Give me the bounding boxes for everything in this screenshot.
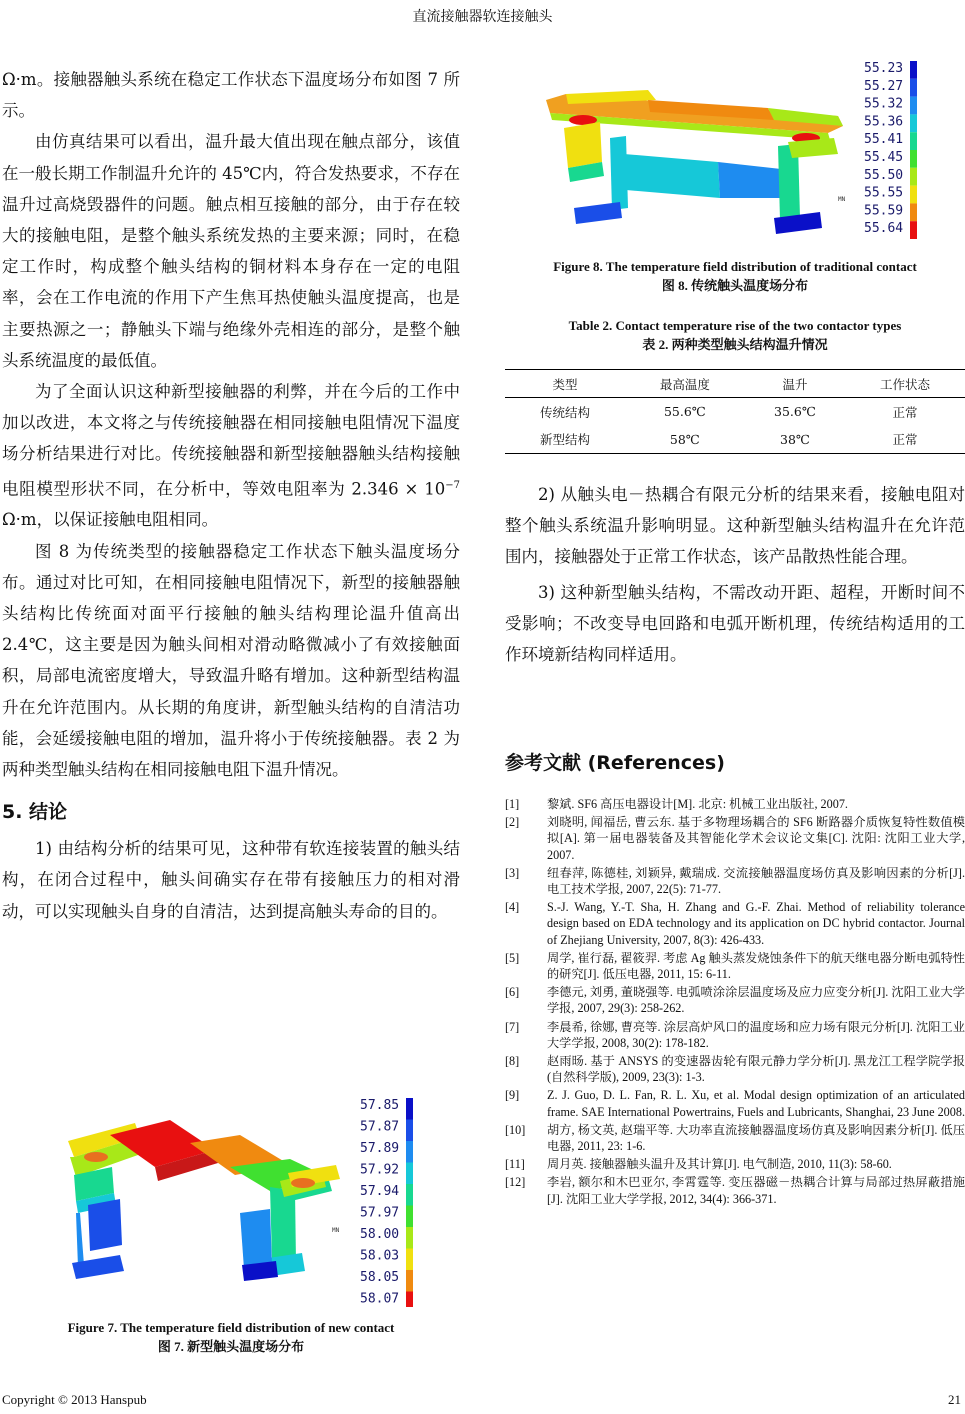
table-cell: 38℃ [780, 431, 810, 447]
reference-number: [3] [505, 865, 520, 880]
scale-swatch [910, 61, 917, 79]
contact-model [68, 1120, 340, 1281]
paragraph-figure8-discussion: 图 8 为传统类型的接触器稳定工作状态下触头温度场分布。通过对比可知，在相同接触电阻情况下，新型的接触器触头结构比传统面对面平行接触的触头结构理论温升值高出 2.4℃，这主要是因为触头间相对滑动略微减小了有效接触面积，局部电流密度增大，导致温升略有增加。这种新型结构温升在允许范围内。从长期的角度讲，新型触头结构的自清洁功能，会延缓接触电阻的增加，温升将小于传统接触器。表 2 为两种类型触头结构在相同接触电阻下温升情况。 [2, 541, 460, 779]
scale-label: 58.03 [360, 1248, 400, 1264]
table-cell: 55.6℃ [663, 404, 706, 420]
table-cell: 传统结构 [539, 404, 590, 420]
figure-8-caption-cn: 图 8. 传统触头温度场分布 [661, 278, 809, 293]
scale-swatch [910, 186, 917, 204]
scale-swatch [910, 203, 917, 221]
comparison-text: 为了全面认识这种新型接触器的利弊，并在今后的工作中加以改进，本文将之与传统接触器在相同接触电阻情况下温度场分析结果进行对比。传统接触器和新型接触器触头结构接触电阻模型形状不同，在分析中，等效电阻率为 2.346 × 10 [2, 382, 460, 499]
scale-label: 55.41 [864, 132, 904, 148]
scale-swatch [910, 132, 917, 150]
scale-swatch [406, 1120, 413, 1142]
figure-7-new-contact-temperature-field [40, 1095, 420, 1307]
scale-label: 57.92 [360, 1162, 400, 1178]
table-cell: 正常 [892, 432, 918, 448]
fig8-marker: MN [838, 196, 846, 203]
scale-swatch [406, 1249, 413, 1271]
reference-text: 李岩, 额尔和木巴亚尔, 李霄霆等. 变压器磁－热耦合计算与局部过热屏蔽措施[J]. 沈阳工业大学学报, 2012, 34(4): 366-371. [547, 1175, 965, 1206]
reference-number: [1] [505, 797, 520, 811]
reference-number: [4] [505, 900, 520, 915]
running-header: 直流接触器软连接触头 [412, 9, 553, 25]
scale-label: 55.36 [864, 114, 904, 130]
section-heading-conclusion: 5. 结论 [2, 801, 68, 824]
reference-number: [7] [505, 1019, 520, 1034]
references-list [505, 796, 965, 1209]
reference-text: 周月英. 接触器触头温升及其计算[J]. 电气制造, 2010, 11(3): 58-60. [547, 1157, 892, 1172]
contact-model [546, 90, 843, 234]
reference-item [505, 984, 965, 1016]
figure8-color-scale [864, 61, 917, 239]
scale-swatch [406, 1098, 413, 1120]
reference-item [505, 1156, 965, 1172]
conclusion-item-2: 2) 从触头电－热耦合有限元分析的结果来看，接触电阻对整个触头系统温升影响明显。这种新型触头结构温升在允许范围内，接触器处于正常工作状态，该产品散热性能合理。 [505, 485, 965, 567]
scale-label: 58.07 [360, 1291, 400, 1307]
scale-label: 57.97 [360, 1205, 400, 1221]
scale-swatch [910, 97, 917, 115]
reference-item [505, 1053, 965, 1085]
scale-label: 55.32 [864, 96, 904, 112]
scale-swatch [406, 1141, 413, 1163]
paragraph-intro: Ω·m。接触器触头系统在稳定工作状态下温度场分布如图 7 所示。 [2, 70, 460, 121]
reference-text: 李德元, 刘勇, 董晓强等. 电弧喷涂涂层温度场及应力应变分析[J]. 沈阳工业大学学报, 2007, 29(3): 258-262. [547, 985, 965, 1016]
table-header-cell: 最高温度 [659, 376, 710, 392]
table-row [505, 398, 965, 426]
reference-text: Z. J. Guo, D. L. Fan, R. L. Xu, et al. Modal design optimization of an articulated frame. SAE International Powertrains, Fuels and Lubricants, Shanghai, 23 June 2008. [547, 1088, 965, 1119]
table-header-row [505, 370, 965, 398]
reference-text: 周学, 崔行磊, 翟筱羿. 考虑 Ag 触头蒸发烧蚀条件下的航天继电器分断电弧特性的研究[J]. 低压电器, 2011, 15: 6-11. [547, 950, 965, 982]
table-cell: 58℃ [669, 431, 700, 447]
table-header-cell: 工作状态 [880, 376, 931, 392]
scale-label: 57.89 [360, 1141, 400, 1156]
right-column-text [505, 479, 965, 670]
scale-swatch [910, 168, 917, 186]
page-number: 21 [948, 1392, 961, 1407]
reference-text: 胡方, 杨文英, 赵瑞平等. 大功率直流接触器温度场仿真及影响因素分析[J]. 低压电器, 2011, 23: 1-6. [547, 1122, 965, 1154]
scale-label: 55.50 [864, 167, 904, 183]
scale-swatch [406, 1270, 413, 1292]
scale-label: 57.87 [360, 1119, 400, 1135]
reference-number: [9] [505, 1088, 520, 1103]
fig7-marker: MN [332, 1227, 340, 1234]
reference-item [505, 796, 965, 812]
left-column [2, 64, 460, 927]
scale-label: 58.00 [360, 1227, 400, 1242]
table-header-cell: 温升 [782, 376, 808, 392]
reference-item [505, 814, 965, 863]
reference-item [505, 1174, 965, 1206]
conclusion-item-3: 3) 这种新型触头结构，不需改动开距、超程，开断时间不受影响；不改变导电回路和电弧开断机理，传统结构适用的工作环境新结构同样适用。 [505, 582, 965, 665]
reference-text: 纽春萍, 陈德桂, 刘颖异, 戴瑞成. 交流接触器温度场仿真及影响因素的分析[J]. 电工技术学报, 2007, 22(5): 71-77. [547, 865, 965, 897]
figure-8-traditional-contact-temperature-field [538, 58, 920, 248]
copyright-notice: Copyright © 2013 Hanspub [2, 1392, 147, 1407]
reference-item [505, 865, 965, 897]
scale-label: 55.64 [864, 221, 904, 237]
table-row [505, 426, 965, 454]
reference-number: [2] [505, 815, 520, 830]
paragraph-comparison [2, 376, 460, 536]
scale-label: 57.85 [360, 1098, 400, 1113]
references-heading: 参考文献 (References) [505, 752, 725, 774]
exponent: −7 [445, 479, 460, 491]
reference-text: 李晨希, 徐娜, 曹亮等. 涂层高炉风口的温度场和应力场有限元分析[J]. 沈阳工业大学学报, 2008, 30(2): 178-182. [547, 1019, 965, 1050]
scale-label: 55.59 [864, 203, 904, 219]
table-cell: 35.6℃ [774, 404, 816, 420]
reference-text: 黎斌. SF6 高压电器设计[M]. 北京: 机械工业出版社, 2007. [547, 797, 848, 811]
reference-number: [6] [505, 985, 520, 1000]
reference-item [505, 950, 965, 982]
table-header-cell: 类型 [552, 376, 578, 392]
reference-text: 赵雨旸. 基于 ANSYS 的变速器齿轮有限元静力学分析[J]. 黑龙江工程学院学报(自然科学版), 2009, 23(3): 1-3. [547, 1054, 965, 1085]
reference-number: [5] [505, 950, 520, 965]
reference-number: [11] [505, 1157, 525, 1172]
reference-text: S.-J. Wang, Y.-T. Sha, H. Zhang and G.-F. Zhai. Method of reliability tolerance design based on EDA technology and its application on DC hybrid contactor. Journal of Zhejiang University, 2007, 8(3): 426-433. [547, 900, 965, 947]
paragraph-simulation-results: 由仿真结果可以看出，温升最大值出现在触点部分，该值在一般长期工作制温升允许的 45℃内，符合发热要求，不存在温升过高烧毁器件的问题。触点相互接触的部分，由于存在较大的接触电阻，是整个触头系统发热的主要来源；同时，在稳定工作时，构成整个触头结构的铜材料本身存在一定的电阻率，会在工作电流的作用下产生焦耳热使触头温度提高，也是主要热源之一；静触头下端与绝缘外壳相连的部分，是整个触头系统温度的最低值。 [2, 132, 460, 370]
reference-text: 刘晓明, 闻福岳, 曹云东. 基于多物理场耦合的 SF6 断路器介质恢复特性数值模拟[A]. 第一届电器装备及其智能化学术会议论文集[C]. 沈阳: 沈阳工业大学, 2007. [547, 815, 965, 862]
scale-swatch [406, 1206, 413, 1228]
table-2-temperature-rise [505, 369, 965, 454]
scale-swatch [910, 221, 917, 239]
scale-swatch [406, 1163, 413, 1185]
table-2-caption [505, 316, 965, 354]
figure-8-caption-en: Figure 8. The temperature field distribution of traditional contact [553, 259, 917, 274]
conclusion-item-1: 1) 由结构分析的结果可见，这种带有软连接装置的触头结构，在闭合过程中，触头间确实存在带有接触压力的相对滑动，可以实现触头自身的自清洁，达到提高触头寿命的目的。 [2, 839, 460, 921]
table-2-caption-cn: 表 2. 两种类型触头结构温升情况 [642, 337, 828, 352]
scale-swatch [406, 1227, 413, 1249]
reference-item [505, 1087, 965, 1119]
table-cell: 新型结构 [539, 432, 590, 448]
reference-item [505, 899, 965, 948]
table-2-caption-en: Table 2. Contact temperature rise of the two contactor types [568, 318, 902, 333]
figure7-color-scale [360, 1098, 413, 1307]
scale-label: 58.05 [360, 1270, 400, 1285]
scale-label: 55.55 [864, 185, 904, 201]
reference-number: [8] [505, 1054, 520, 1069]
reference-item [505, 1122, 965, 1154]
table-cell: 正常 [892, 404, 918, 420]
reference-number: [10] [505, 1122, 526, 1137]
scale-swatch [406, 1292, 413, 1308]
scale-swatch [910, 114, 917, 132]
figure-7-caption [2, 1318, 460, 1356]
scale-label: 55.45 [864, 150, 904, 165]
scale-swatch [406, 1184, 413, 1206]
figure-8-caption [505, 257, 965, 295]
scale-label: 57.94 [360, 1184, 400, 1199]
figure-7-caption-cn: 图 7. 新型触头温度场分布 [157, 1339, 305, 1354]
scale-swatch [910, 150, 917, 168]
scale-label: 55.23 [864, 61, 904, 76]
reference-item [505, 1019, 965, 1051]
scale-swatch [910, 79, 917, 97]
reference-number: [12] [505, 1175, 526, 1190]
scale-label: 55.27 [864, 78, 904, 94]
comparison-text-end: Ω·m，以保证接触电阻相同。 [2, 510, 219, 530]
figure-7-caption-en: Figure 7. The temperature field distribution of new contact [67, 1320, 395, 1335]
